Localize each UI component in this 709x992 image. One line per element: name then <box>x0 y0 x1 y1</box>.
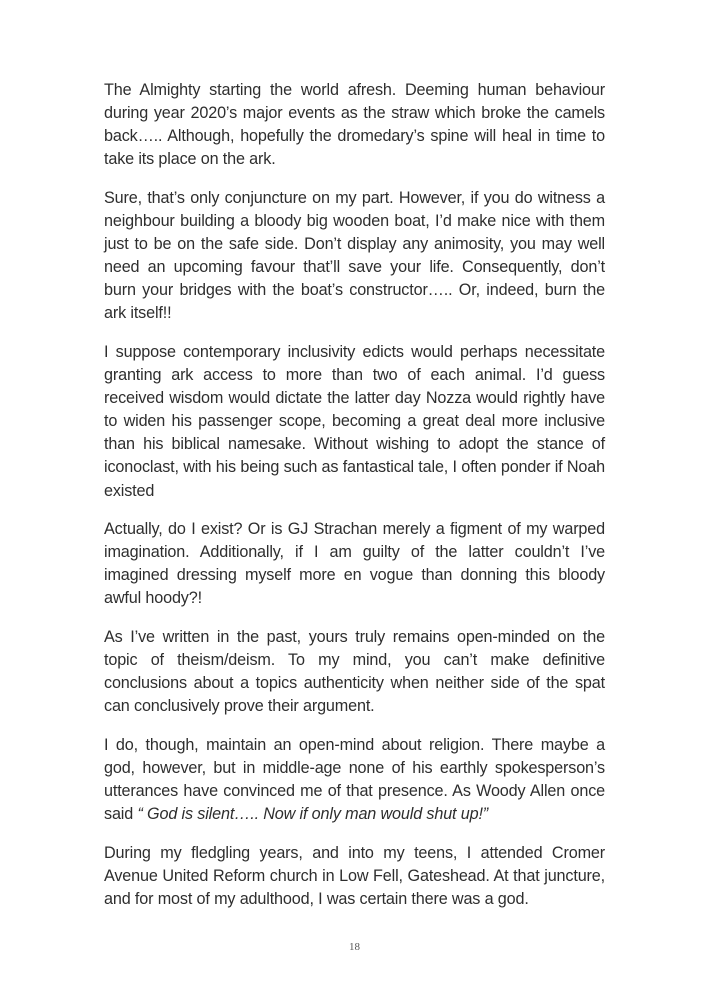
paragraph: As I’ve written in the past, yours truly remains open-minded on the topic of theism/deism. To my mind, you can’t make definitive conclusions about a topics authenticity when neither side of the spat can conclusively prove their argument. <box>104 627 605 716</box>
paragraph: I suppose contemporary inclusivity edicts would perhaps necessitate granting ark access to more than two of each animal. I’d guess received wisdom would dictate the latter day Nozza would rightly have to widen his passenger scope, becoming a great deal more inclusive than his biblical namesake. Without wishing to adopt the stance of iconoclast, with his being such as fantastical tale, I often ponder if Noah existed <box>104 342 605 500</box>
paragraph: Actually, do I exist? Or is GJ Strachan merely a figment of my warped imagination. Additionally, if I am guilty of the latter couldn’t I’ve imagined dressing myself more en vogue than donning this bloody awful hoody?! <box>104 520 605 608</box>
paragraph-text: I do, though, maintain an open-mind about religion. There maybe a god, however, but in middle-age none of his earthly spokesperson’s utterances have convinced me of that presence. As Woody Allen once said <box>104 735 605 824</box>
page-number: 18 <box>349 941 360 953</box>
woody-allen-quote: “ God is silent….. Now if only man would shut up!” <box>137 805 489 824</box>
paragraph: The Almighty starting the world afresh. Deeming human behaviour during year 2020’s major events as the straw which broke the camels back….. Although, hopefully the dromedary’s spine will heal in time to take its place on the ark. <box>104 81 605 169</box>
paragraph: During my fledgling years, and into my teens, I attended Cromer Avenue United Reform church in Low Fell, Gateshead. At that juncture, and for most of my adulthood, I was certain there was a god. <box>104 843 605 908</box>
paragraph-with-quote <box>104 734 605 826</box>
page-body <box>104 79 605 911</box>
paragraph: Sure, that’s only conjuncture on my part. However, if you do witness a neighbour building a bloody big wooden boat, I’d make nice with them just to be on the safe side. Don’t display any animosity, you may well need an upcoming favour that’ll save your life. Consequently, don’t burn your bridges with the boat’s constructor….. Or, indeed, burn the ark itself!! <box>104 188 605 323</box>
